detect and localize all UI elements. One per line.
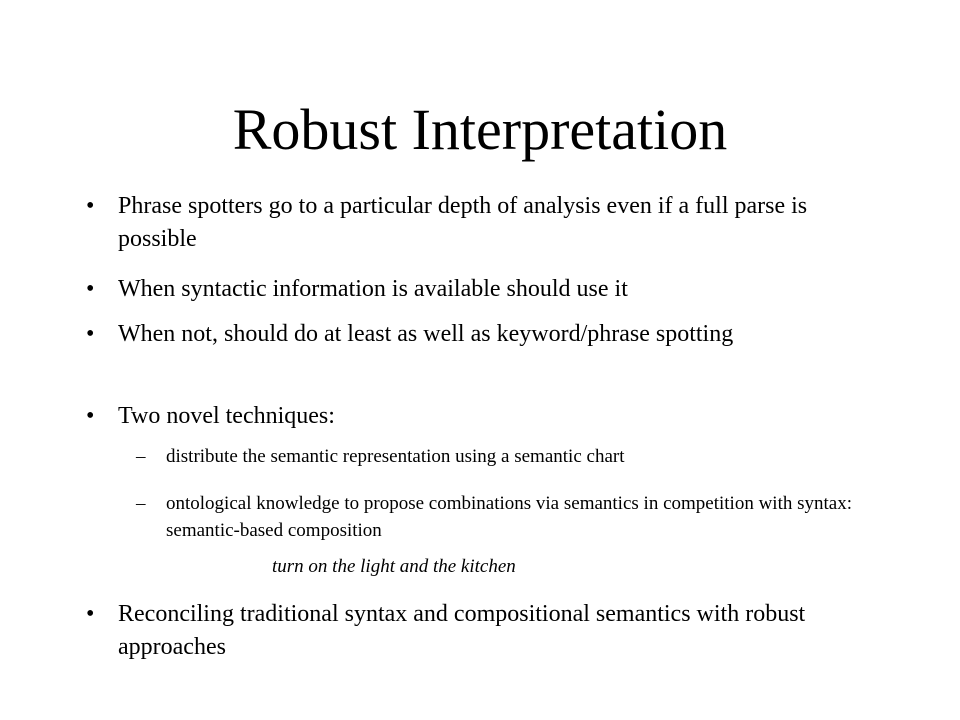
sub-bullet-item <box>136 443 866 470</box>
bullet-item <box>86 273 848 306</box>
bullet-item <box>86 598 848 664</box>
bullet-glyph: • <box>86 193 95 219</box>
bullet-item <box>86 400 848 433</box>
bullet-glyph: • <box>86 601 95 627</box>
bullet-item <box>86 318 848 351</box>
bullet-glyph: • <box>86 403 95 429</box>
sub-bullet-item <box>136 490 866 544</box>
sub-bullet-text: ontological knowledge to propose combinations via semantics in competition with syntax: semantic-based composition <box>166 493 852 541</box>
bullet-text: When syntactic information is available should use it <box>118 276 628 302</box>
bullet-text: When not, should do at least as well as keyword/phrase spotting <box>118 321 734 347</box>
dash-glyph: – <box>136 493 146 514</box>
slide-title: Robust Interpretation <box>232 97 728 162</box>
sub-bullet-text: distribute the semantic representation using a semantic chart <box>166 446 625 467</box>
bullet-item <box>86 190 848 256</box>
bullet-text: Reconciling traditional syntax and compositional semantics with robust approaches <box>118 601 806 660</box>
dash-glyph: – <box>136 446 146 467</box>
bullet-text: Two novel techniques: <box>118 403 335 429</box>
bullet-text: Phrase spotters go to a particular depth of analysis even if a full parse is possible <box>118 193 808 252</box>
bullet-glyph: • <box>86 321 95 347</box>
example-sentence: turn on the light and the kitchen <box>272 556 516 577</box>
bullet-glyph: • <box>86 276 95 302</box>
